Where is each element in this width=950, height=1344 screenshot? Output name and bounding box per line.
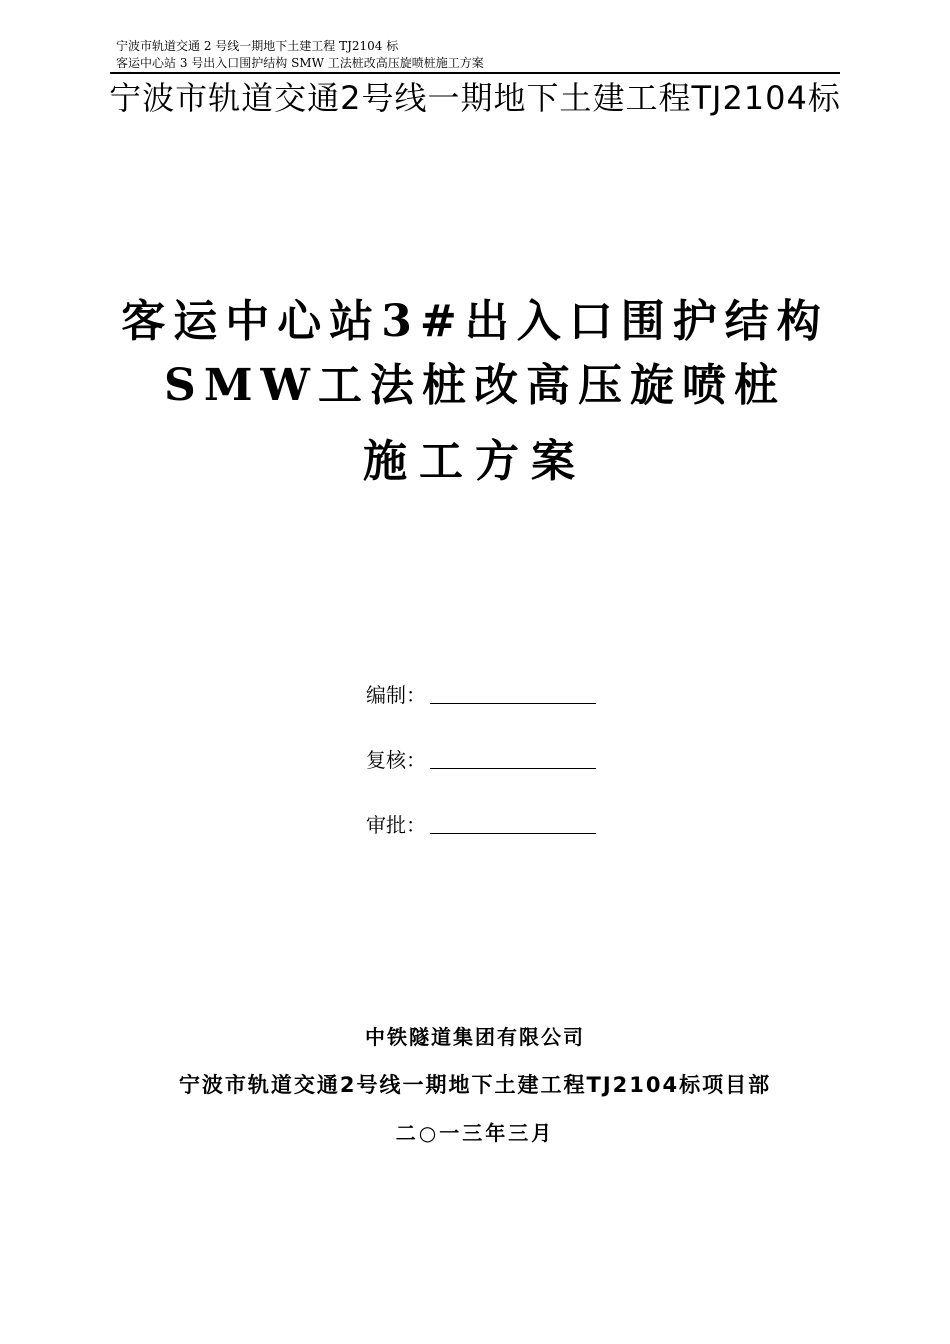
- signature-label-compiled: 编制：: [366, 683, 426, 707]
- organization-block: [0, 1022, 950, 1148]
- project-line: 宁波市轨道交通2号线一期地下土建工程TJ2104标: [109, 79, 841, 117]
- running-header: [116, 38, 484, 72]
- signature-label-approved: 审批：: [366, 813, 426, 837]
- signature-row-approved: [366, 806, 596, 838]
- header-rule: [110, 72, 840, 74]
- document-title: [0, 290, 950, 494]
- signature-block: [366, 676, 596, 871]
- title-line-1: 客运中心站3#出入口围护结构: [121, 296, 829, 347]
- title-line-2: SMW工法桩改高压旋喷桩: [164, 360, 786, 411]
- signature-blank-reviewed: [430, 768, 596, 769]
- signature-blank-approved: [430, 833, 596, 834]
- title-line-3: 施工方案: [363, 436, 587, 487]
- signature-label-reviewed: 复核：: [366, 748, 426, 772]
- running-header-line-2: 客运中心站 3 号出入口围护结构 SMW 工法桩改高压旋喷桩施工方案: [116, 56, 484, 70]
- project-department: 宁波市轨道交通2号线一期地下土建工程TJ2104标项目部: [178, 1073, 772, 1097]
- signature-row-compiled: [366, 676, 596, 708]
- document-date: 二○一三年三月: [395, 1121, 555, 1145]
- signature-blank-compiled: [430, 703, 596, 704]
- company-name: 中铁隧道集团有限公司: [365, 1025, 585, 1049]
- signature-row-reviewed: [366, 741, 596, 773]
- running-header-line-1: 宁波市轨道交通 2 号线一期地下土建工程 TJ2104 标: [116, 39, 399, 53]
